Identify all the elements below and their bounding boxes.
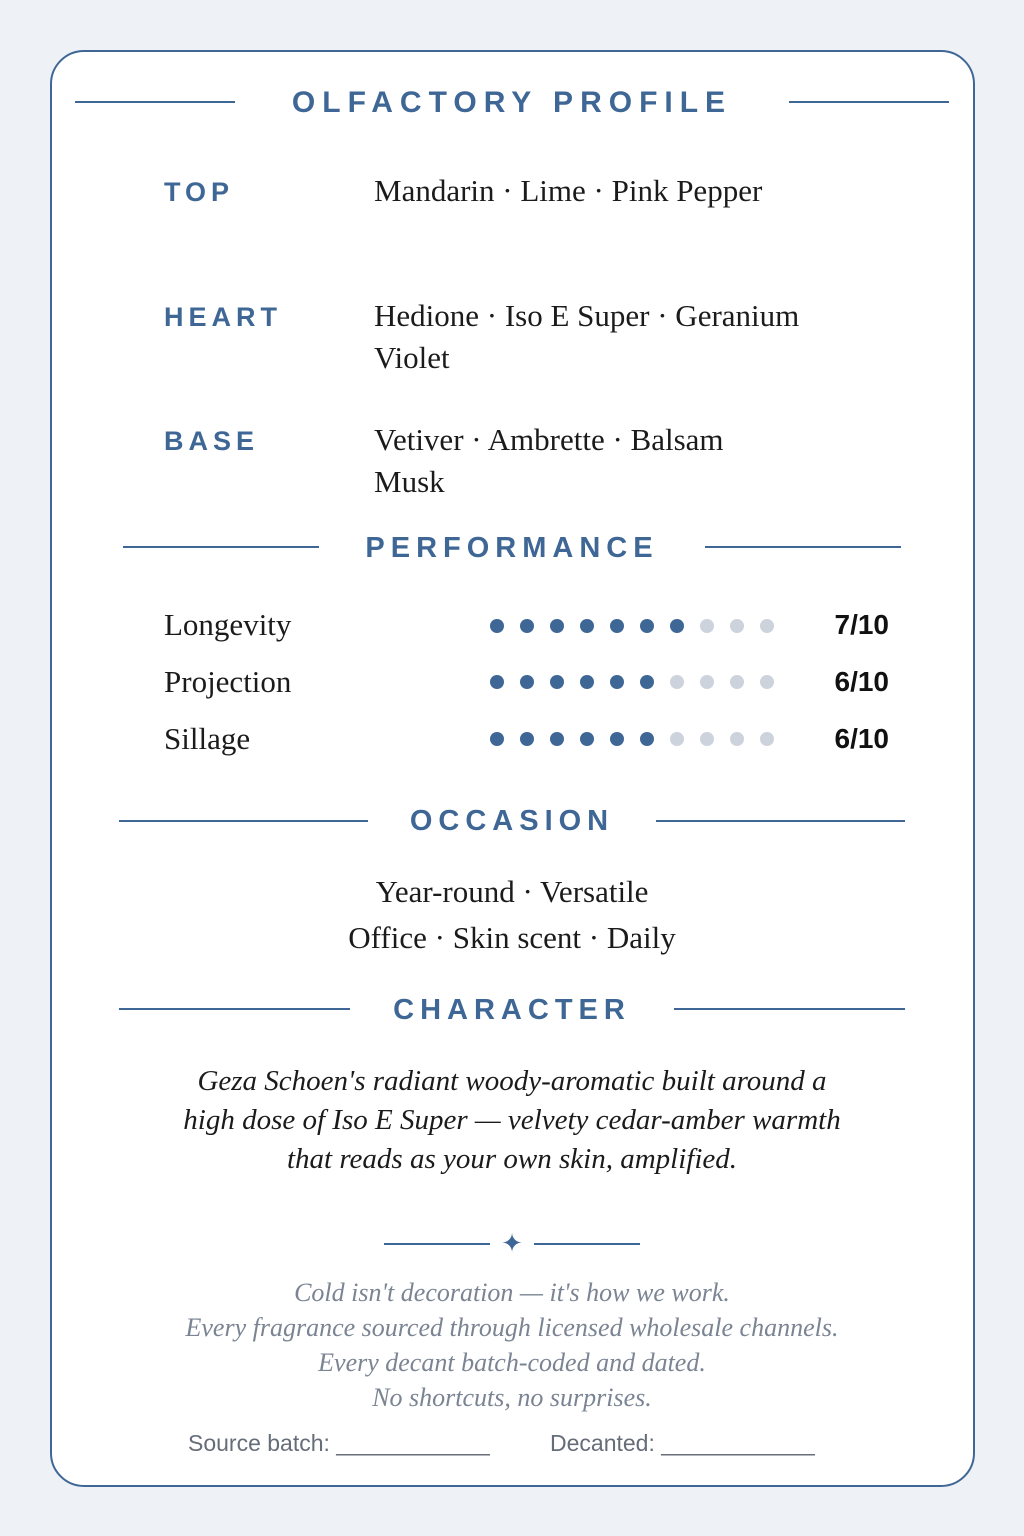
note-line: Vetiver · Ambrette · Balsam [374, 422, 724, 457]
rating-dot-filled [520, 732, 534, 746]
sillage-rating-dots [490, 732, 780, 746]
rating-dot-empty [700, 619, 714, 633]
rating-dot-filled [490, 732, 504, 746]
character-line: Geza Schoen's radiant woody-aromatic built around a [197, 1065, 827, 1097]
occasion-title: OCCASION [409, 805, 615, 837]
longevity-rating-dots [490, 619, 780, 633]
note-line: Violet [374, 340, 450, 375]
rating-dot-filled [520, 619, 534, 633]
perf-score-projection: 6/10 [834, 666, 889, 697]
character-line: that reads as your own skin, amplified. [286, 1143, 738, 1175]
note-label-top: TOP [164, 177, 235, 207]
profile-card [50, 50, 975, 1487]
rating-dot-empty [760, 619, 774, 633]
rating-dot-filled [490, 675, 504, 689]
rating-dot-empty [730, 619, 744, 633]
note-text-base [374, 419, 894, 503]
rating-dot-filled [610, 732, 624, 746]
rating-dot-empty [760, 675, 774, 689]
rating-dot-empty [730, 732, 744, 746]
rating-dot-empty [700, 675, 714, 689]
perf-score-sillage: 6/10 [834, 723, 889, 754]
projection-rating-dots [490, 675, 780, 689]
star-ornament-icon: ✦ [501, 1229, 523, 1259]
rating-dot-empty [670, 675, 684, 689]
perf-label-longevity: Longevity [164, 607, 292, 642]
rating-dot-filled [610, 619, 624, 633]
note-line: Musk [374, 464, 445, 499]
rating-dot-empty [700, 732, 714, 746]
rating-dot-empty [730, 675, 744, 689]
note-text-heart [374, 295, 894, 379]
decanted-field: Decanted: ____________ [550, 1430, 815, 1456]
note-text-top [374, 170, 894, 212]
rating-dot-filled [490, 619, 504, 633]
source-batch-field: Source batch: ____________ [188, 1430, 490, 1456]
footer-line: Cold isn't decoration — it's how we work. [294, 1278, 730, 1307]
perf-score-longevity: 7/10 [834, 609, 889, 640]
rating-dot-filled [610, 675, 624, 689]
rating-dot-filled [580, 732, 594, 746]
rating-dot-empty [760, 732, 774, 746]
rating-dot-filled [580, 619, 594, 633]
note-label-heart: HEART [164, 302, 282, 332]
performance-title: PERFORMANCE [365, 532, 659, 564]
rating-dot-filled [640, 732, 654, 746]
note-label-base: BASE [164, 426, 260, 456]
rating-dot-filled [640, 619, 654, 633]
note-line: Mandarin · Lime · Pink Pepper [374, 173, 763, 208]
rating-dot-filled [550, 675, 564, 689]
rating-dot-filled [550, 619, 564, 633]
rating-dot-filled [550, 732, 564, 746]
footer-line: Every fragrance sourced through licensed wholesale channels. [185, 1313, 839, 1342]
footer-line: Every decant batch-coded and dated. [318, 1348, 706, 1377]
rating-dot-filled [580, 675, 594, 689]
olfactory-profile-title: OLFACTORY PROFILE [291, 86, 733, 119]
rating-dot-empty [670, 732, 684, 746]
note-line: Hedione · Iso E Super · Geranium [374, 298, 800, 333]
perf-label-sillage: Sillage [164, 721, 251, 756]
ornament-rule-left [384, 1243, 490, 1245]
rating-dot-filled [670, 619, 684, 633]
character-line: high dose of Iso E Super — velvety cedar-amber warmth [183, 1104, 841, 1136]
perf-label-projection: Projection [164, 664, 292, 699]
rating-dot-filled [520, 675, 534, 689]
character-title: CHARACTER [393, 994, 631, 1026]
occasion-line: Year-round · Versatile [375, 874, 649, 909]
rating-dot-filled [640, 675, 654, 689]
occasion-line: Office · Skin scent · Daily [348, 920, 676, 955]
ornament-rule-right [534, 1243, 640, 1245]
footer-line: No shortcuts, no surprises. [372, 1383, 652, 1412]
